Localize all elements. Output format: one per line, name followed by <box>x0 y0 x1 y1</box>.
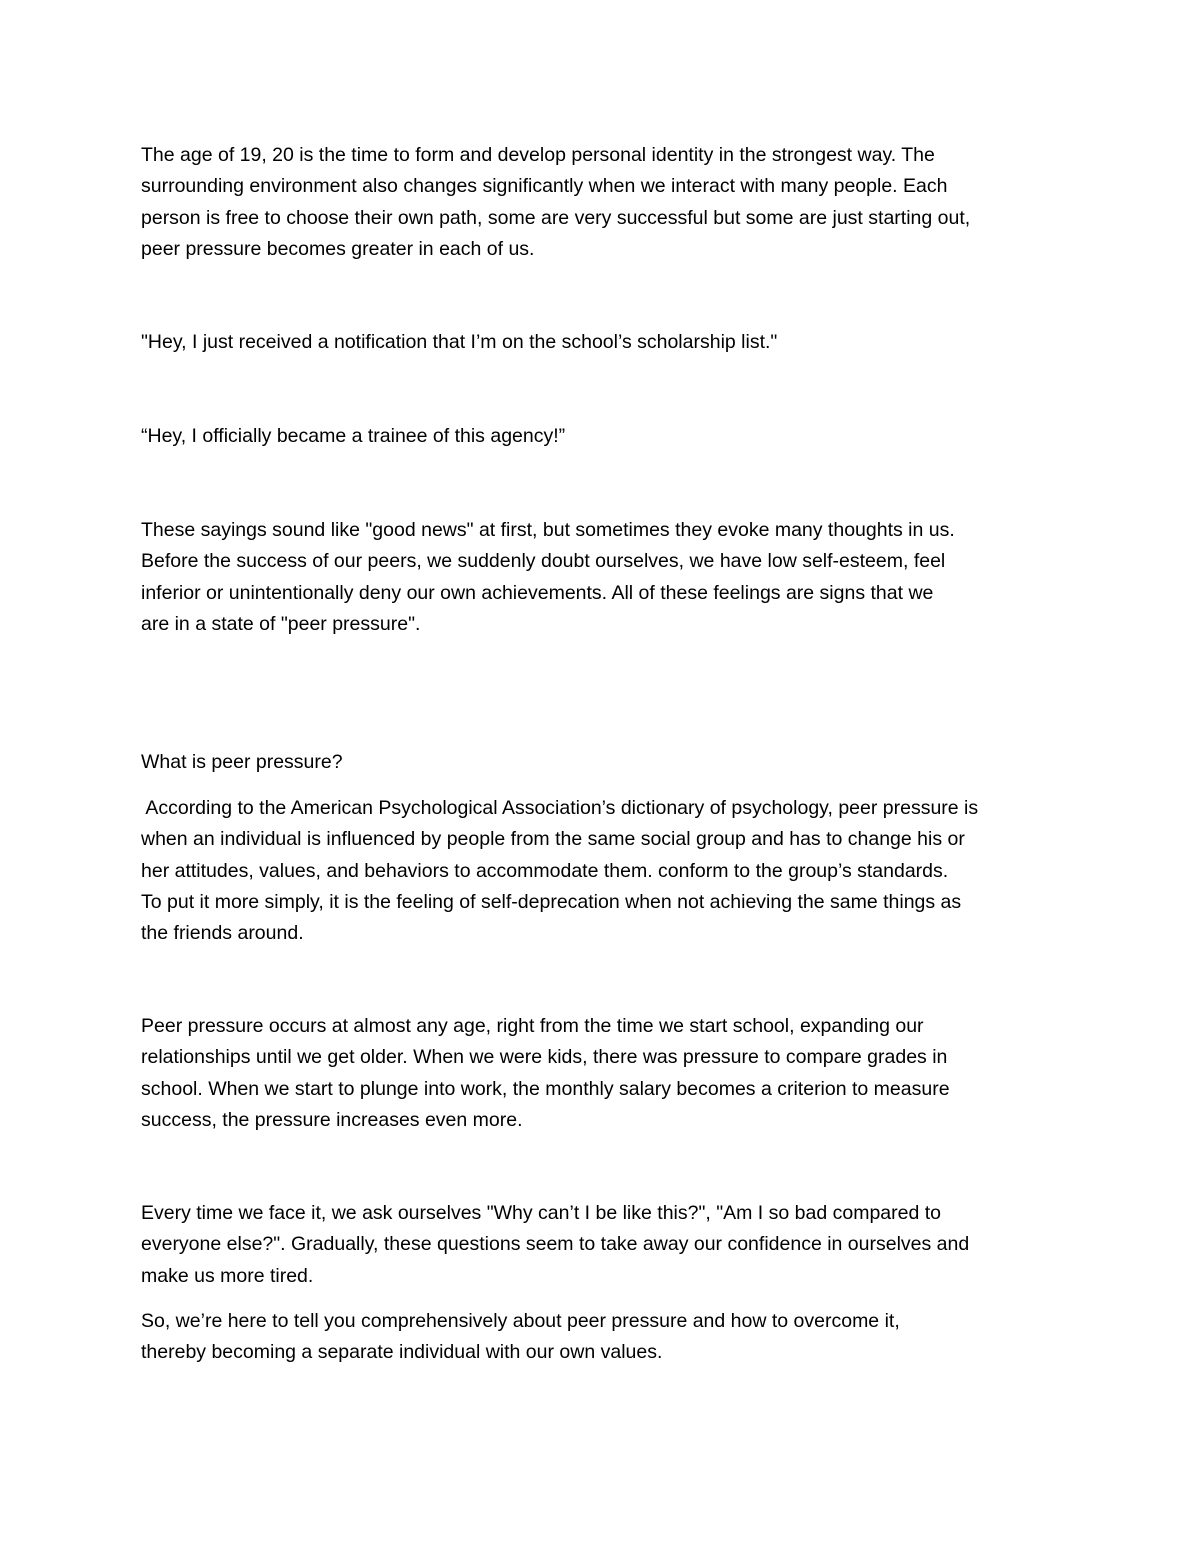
paragraph-intro <box>141 140 1071 265</box>
text-line: To put it more simply, it is the feeling of self-deprecation when not achieving the same things as <box>141 890 962 913</box>
paragraph-definition <box>141 793 1071 949</box>
paragraph-quote-trainee <box>141 421 1071 452</box>
text-line: the friends around. <box>141 922 304 945</box>
text-line: peer pressure becomes greater in each of us. <box>141 237 535 260</box>
paragraph-quote-scholarship <box>141 327 1071 358</box>
text-line: are in a state of "peer pressure". <box>141 612 421 635</box>
text-line: everyone else?". Gradually, these questions seem to take away our confidence in ourselves and <box>141 1233 970 1256</box>
text-line: These sayings sound like "good news" at first, but sometimes they evoke many thoughts in us. <box>141 519 955 541</box>
text-line: The age of 19, 20 is the time to form and develop personal identity in the strongest way. The <box>141 144 935 166</box>
text-line: inferior or unintentionally deny our own achievements. All of these feelings are signs that we <box>141 581 934 604</box>
text-line: "Hey, I just received a notification that I’m on the school’s scholarship list." <box>141 331 778 353</box>
text-line: Every time we face it, we ask ourselves "Why can’t I be like this?", "Am I so bad compared to <box>141 1202 942 1224</box>
text-line: relationships until we get older. When we were kids, there was pressure to compare grades in <box>141 1046 948 1069</box>
text-line: success, the pressure increases even more. <box>141 1108 523 1131</box>
text-line: when an individual is influenced by people from the same social group and has to change his or <box>141 828 965 851</box>
text-line: person is free to choose their own path, some are very successful but some are just starting out, <box>141 206 971 229</box>
paragraph-good-news <box>141 515 1071 640</box>
paragraph-questions <box>141 1198 1071 1292</box>
text-line: thereby becoming a separate individual with our own values. <box>141 1341 663 1364</box>
paragraph-any-age <box>141 1011 1071 1136</box>
text-line: make us more tired. <box>141 1264 314 1287</box>
text-line: What is peer pressure? <box>141 751 343 773</box>
text-line: Peer pressure occurs at almost any age, right from the time we start school, expanding our <box>141 1015 924 1037</box>
text-line: Before the success of our peers, we suddenly doubt ourselves, we have low self-esteem, feel <box>141 550 946 573</box>
text-line: surrounding environment also changes significantly when we interact with many people. Each <box>141 175 948 198</box>
text-line: “Hey, I officially became a trainee of this agency!” <box>141 425 566 447</box>
text-line: According to the American Psychological Association’s dictionary of psychology, peer pressure is <box>141 797 979 819</box>
text-line: So, we’re here to tell you comprehensively about peer pressure and how to overcome it, <box>141 1310 900 1332</box>
text-line: school. When we start to plunge into work, the monthly salary becomes a criterion to measure <box>141 1077 950 1100</box>
text-line: her attitudes, values, and behaviors to accommodate them. conform to the group’s standards. <box>141 859 949 882</box>
paragraph-conclusion <box>141 1306 1071 1369</box>
section-heading-what-is-peer-pressure <box>141 747 1071 778</box>
